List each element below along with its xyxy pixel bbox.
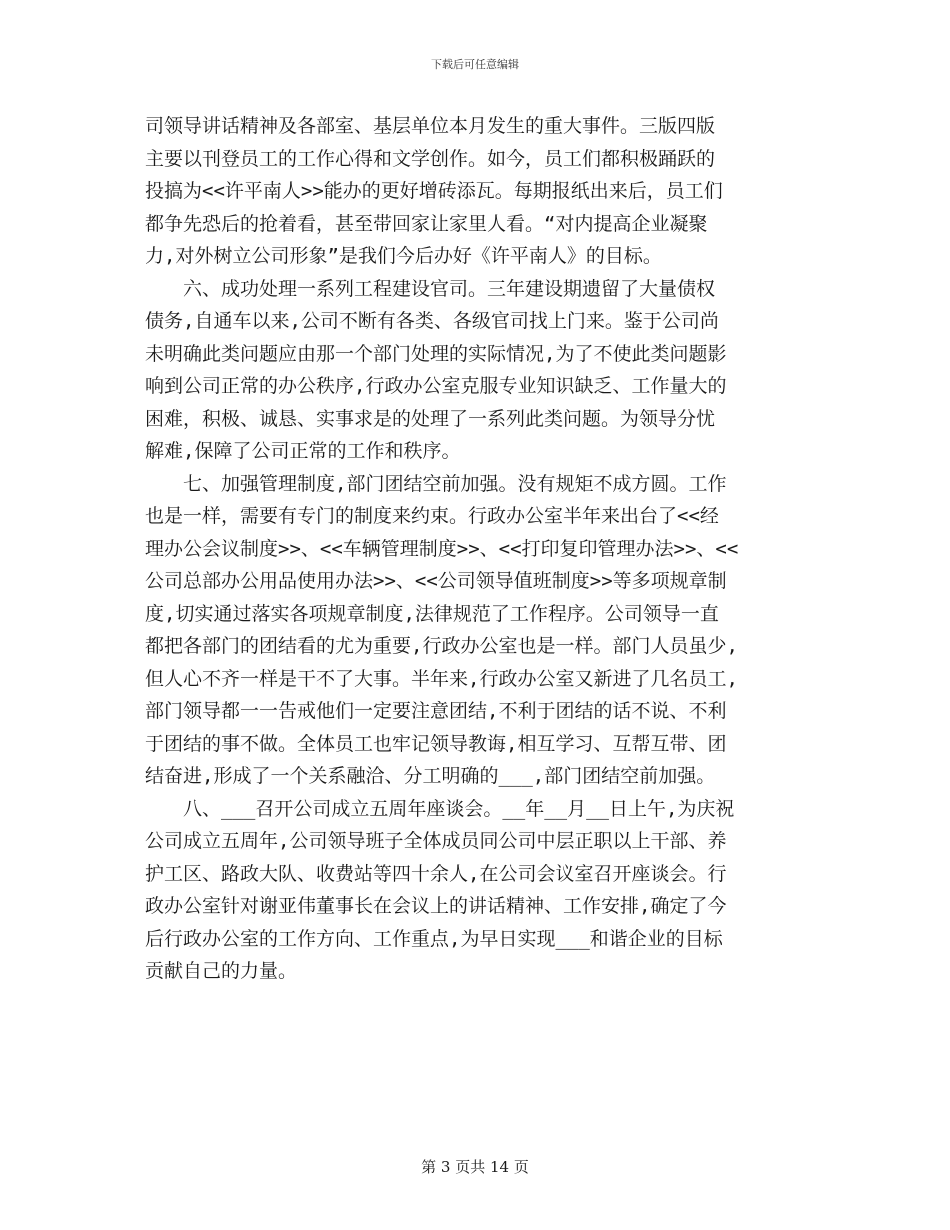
text-line: 七、加强管理制度,部门团结空前加强。没有规矩不成方圆。工作 <box>145 472 727 495</box>
text-line: 六、成功处理一系列工程建设官司。三年建设期遗留了大量债权 <box>145 277 716 300</box>
text-line: 公司总部办公用品使用办法>>、<<公司领导值班制度>>等多项规章制 <box>145 570 727 592</box>
text-line: 度,切实通过落实各项规章制度,法律规范了工作程序。公司领导一直 <box>145 602 719 625</box>
page-footer: 第 3 页共 14 页 <box>421 1158 529 1176</box>
text-line: 主要以刊登员工的工作心得和文学创作。如今，员工们都积极踊跃的 <box>145 147 716 170</box>
text-line: 力,对外树立公司形象”是我们今后办好《许平南人》的目标。 <box>145 245 662 267</box>
text-line: 结奋进,形成了一个关系融洽、分工明确的___,部门团结空前加强。 <box>145 765 716 787</box>
text-line: 也是一样，需要有专门的制度来约束。行政办公室半年来出台了<<经 <box>145 505 719 527</box>
text-line: 于团结的事不做。全体员工也牢记领导教诲,相互学习、互帮互带、团 <box>145 732 727 755</box>
document-body <box>145 110 805 988</box>
text-line: 护工区、路政大队、收费站等四十余人,在公司会议室召开座谈会。行 <box>145 862 727 885</box>
text-line: 理办公会议制度>>、<<车辆管理制度>>、<<打印复印管理办法>>、<< <box>145 537 739 560</box>
text-line: 响到公司正常的办公秩序,行政办公室克服专业知识缺乏、工作量大的 <box>145 375 727 397</box>
text-line: 后行政办公室的工作方向、工作重点,为早日实现___和谐企业的目标 <box>145 927 723 950</box>
text-line: 公司成立五周年,公司领导班子全体成员同公司中层正职以上干部、养 <box>145 830 727 852</box>
text-line: 部门领导都一一告戒他们一定要注意团结,不利于团结的话不说、不利 <box>145 700 727 722</box>
page-header: 下载后可任意编辑 <box>431 58 519 71</box>
text-line: 八、___召开公司成立五周年座谈会。__年__月__日上午,为庆祝 <box>145 797 735 820</box>
text-line: 但人心不齐一样是干不了大事。半年来,行政办公室又新进了几名员工, <box>145 667 738 690</box>
text-line: 都把各部门的团结看的尤为重要,行政办公室也是一样。部门人员虽少, <box>145 635 738 657</box>
text-line: 未明确此类问题应由那一个部门处理的实际情况,为了不使此类问题影 <box>145 342 727 365</box>
text-line: 债务,自通车以来,公司不断有各类、各级官司找上门来。鉴于公司尚 <box>145 310 719 332</box>
text-line: 贡献自己的力量。 <box>145 960 298 982</box>
text-line: 困难，积极、诚恳、实事求是的处理了一系列此类问题。为领导分忧 <box>145 407 716 430</box>
text-line: 都争先恐后的抢着看，甚至带回家让家里人看。“对内提高企业凝聚 <box>145 212 708 235</box>
text-line: 政办公室针对谢亚伟董事长在会议上的讲话精神、工作安排,确定了今 <box>145 895 727 917</box>
text-line: 司领导讲话精神及各部室、基层单位本月发生的重大事件。三版四版 <box>145 115 716 137</box>
text-line: 投搞为<<许平南人>>能办的更好增砖添瓦。每期报纸出来后，员工们 <box>145 180 723 202</box>
text-line: 解难,保障了公司正常的工作和秩序。 <box>145 440 461 462</box>
